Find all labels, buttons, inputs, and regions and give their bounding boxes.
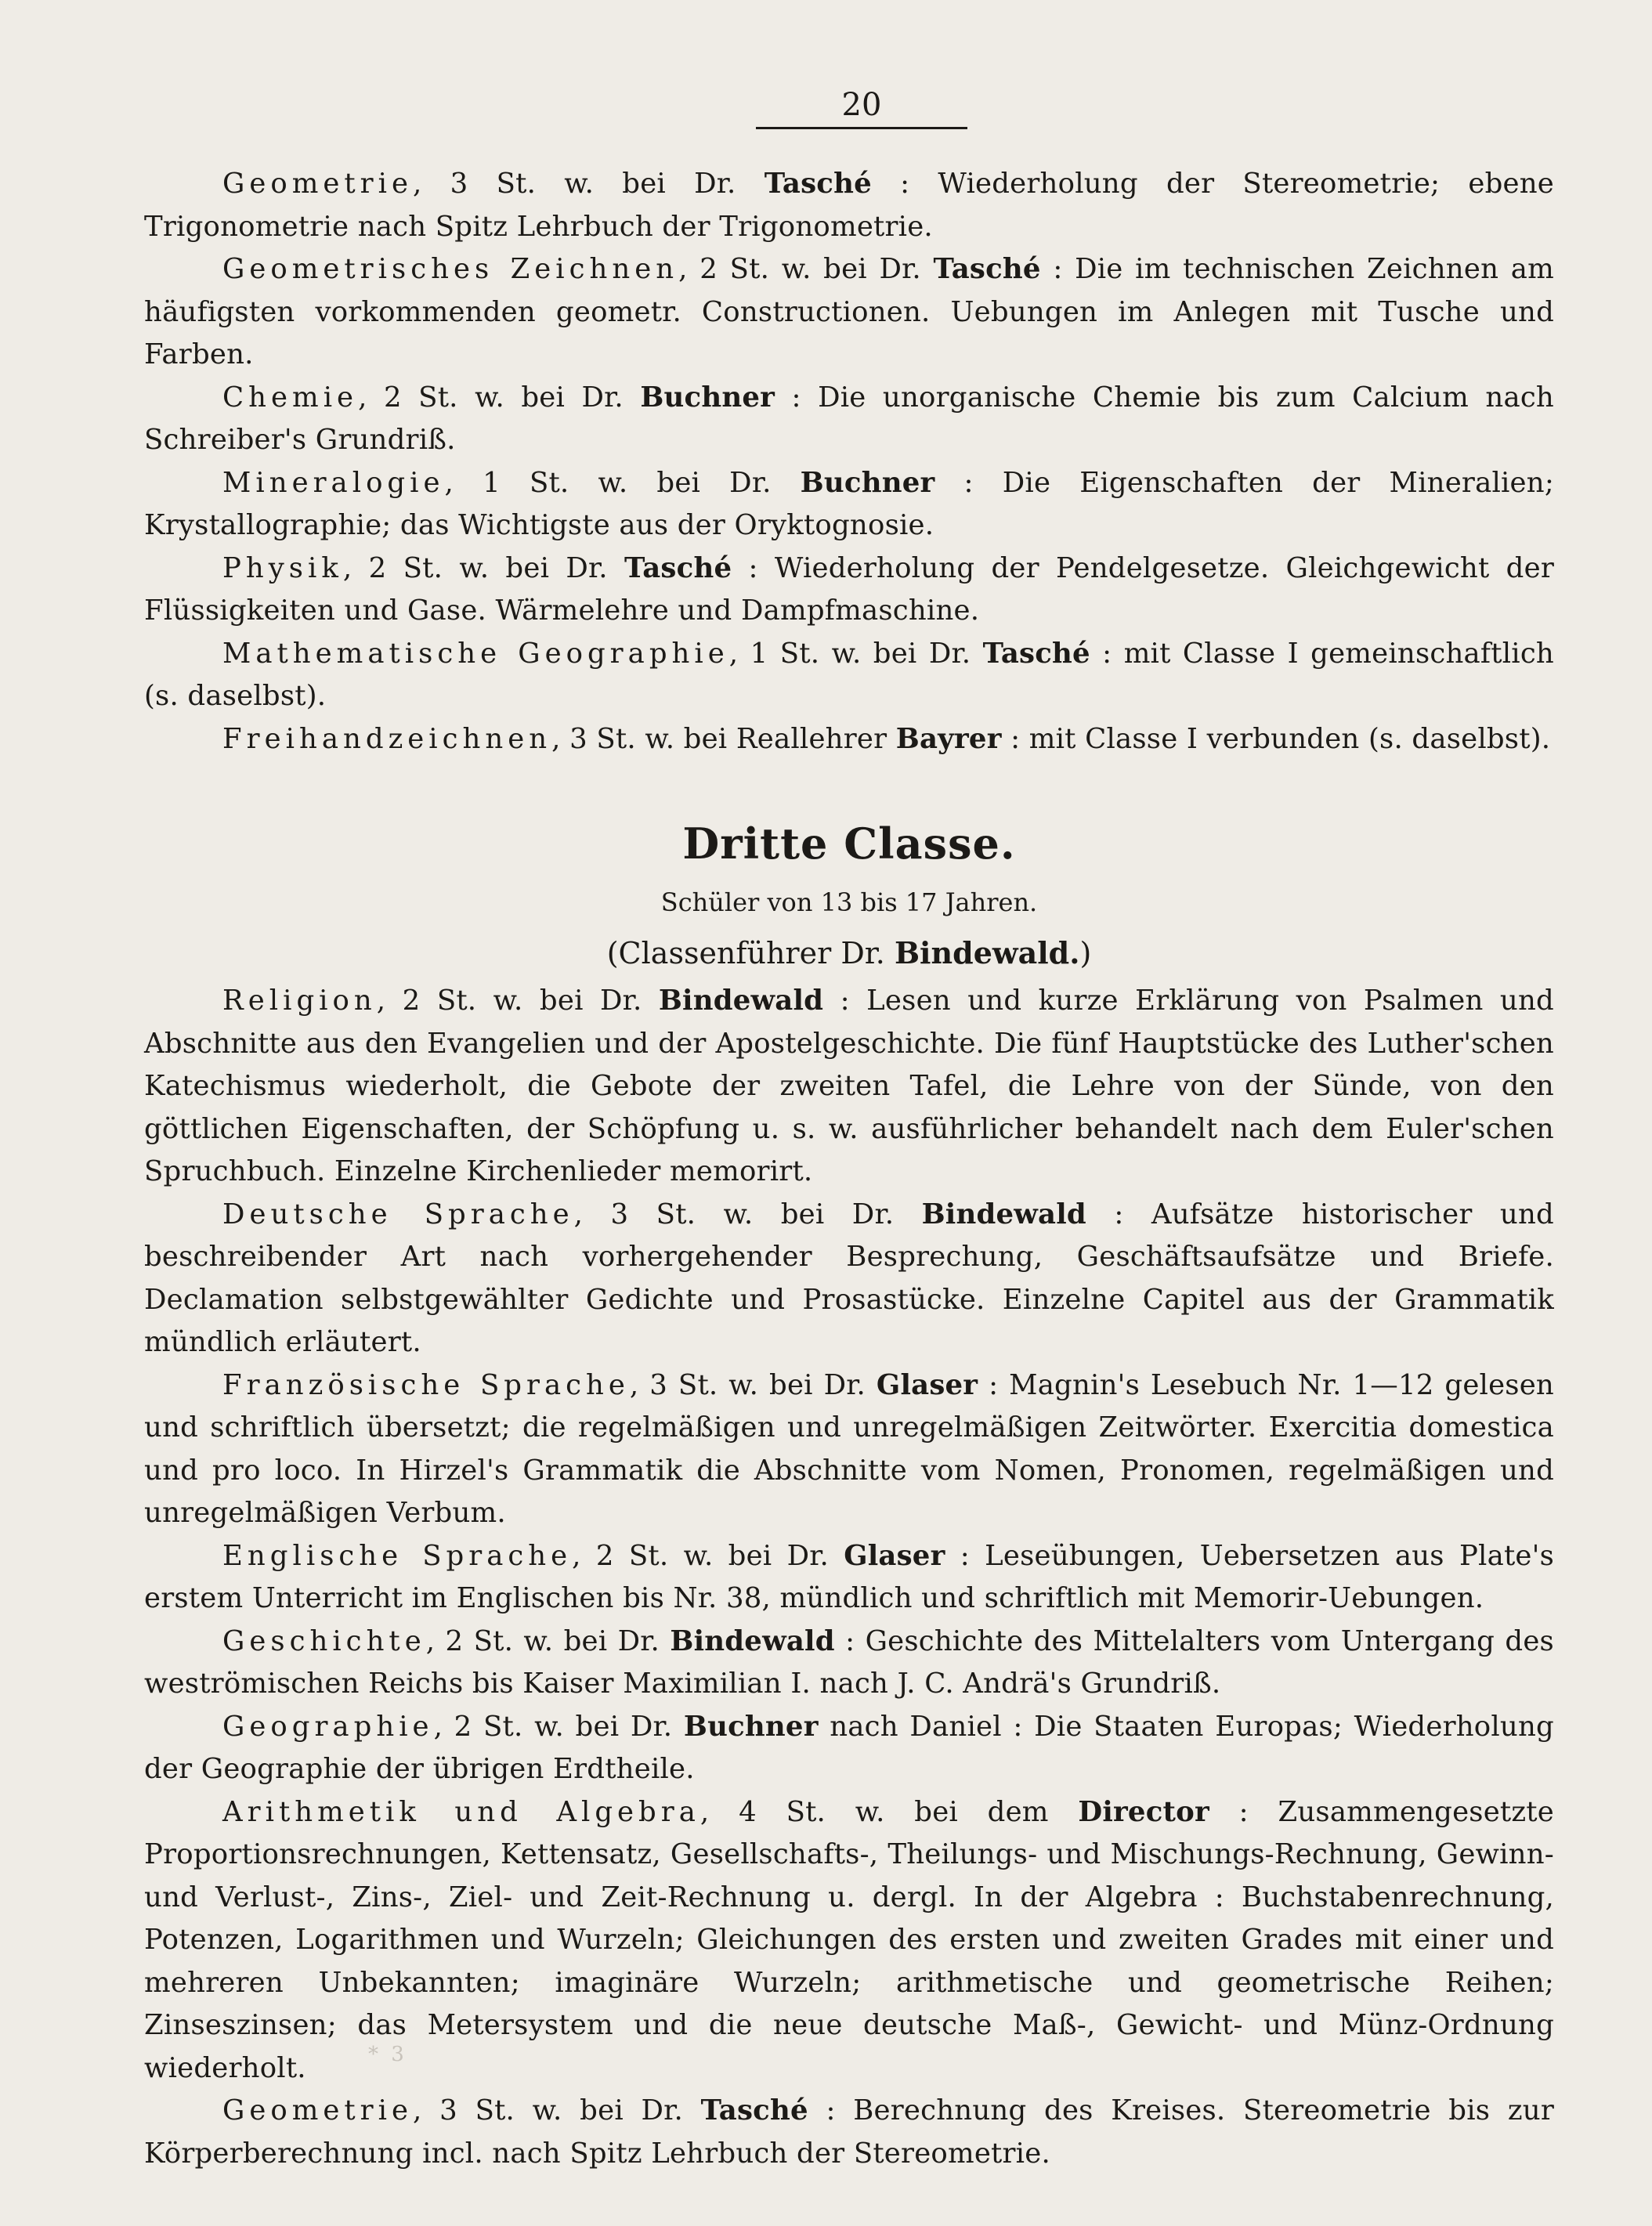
course-teacher: Tasché (764, 168, 872, 200)
course-description: : mit Classe I gemeinschaftlich (s. daselbst). (144, 637, 1554, 712)
course-entry (144, 462, 1554, 547)
course-description: : Lesen und kurze Erklärung von Psalmen und Abschnitte aus den Evangelien und der Apostelgeschichte. Die fünf Hauptstücke des Luther'schen Katechismus wiederholt, die Gebote der zweiten Tafel, die Lehre von der Sünde, von den göttlichen Eigenschaften, der Schöpfung u. s. w. ausführlicher behandelt nach dem Euler'schen Spruchbuch. Einzelne Kirchenlieder memorirt. (144, 985, 1554, 1187)
course-subject: Mathematische Geographie (222, 637, 729, 670)
course-teacher: Buchner (800, 466, 935, 499)
course-hours: , 3 St. w. bei Dr. (413, 2094, 701, 2127)
course-subject: Religion (222, 985, 377, 1017)
course-description: : Geschichte des Mittelalters vom Untergang des weströmischen Reichs bis Kaiser Maximilian I. nach J. C. Andrä's Grundriß. (144, 1624, 1554, 1700)
section-title: Dritte Classe. (682, 818, 1016, 869)
course-entry (144, 547, 1554, 633)
course-hours: , 1 St. w. bei Dr. (444, 466, 801, 499)
course-teacher: Tasché (933, 253, 1041, 285)
course-subject: Geometrie (222, 168, 414, 200)
course-description: : Die Eigenschaften der Mineralien; Krystallographie; das Wichtigste aus der Oryktognosie. (144, 466, 1554, 541)
course-entry (144, 1535, 1554, 1621)
course-entry (144, 718, 1554, 761)
course-entry (144, 1791, 1554, 2090)
page-number: 20 (841, 87, 882, 123)
course-hours: , 4 St. w. bei dem (699, 1795, 1079, 1828)
course-teacher: Bindewald (921, 1198, 1086, 1230)
course-description: : Die unorganische Chemie bis zum Calcium nach Schreiber's Grundriß. (144, 381, 1554, 456)
course-hours: , 2 St. w. bei Dr. (425, 1624, 671, 1657)
previous-class-entries (144, 163, 1554, 761)
course-teacher: Tasché (982, 637, 1090, 670)
course-description: : Wiederholung der Pendelgesetze. Gleichgewicht der Flüssigkeiten und Gase. Wärmelehre und Dampfmaschine. (144, 551, 1554, 627)
course-teacher: Director (1078, 1795, 1209, 1828)
header-rule (756, 127, 967, 129)
course-subject: Geometrie (222, 2094, 414, 2127)
course-teacher: Tasché (624, 551, 732, 584)
course-subject: Geschichte (222, 1624, 426, 1657)
course-hours: , 1 St. w. bei Dr. (728, 637, 983, 670)
course-subject: Englische Sprache (222, 1539, 573, 1572)
course-teacher: Bindewald (658, 985, 824, 1017)
signature-mark: * 3 (368, 2043, 407, 2066)
course-entry (144, 633, 1554, 718)
course-entry (144, 1621, 1554, 1706)
document-body (144, 163, 1554, 2175)
course-subject: Deutsche Sprache (222, 1198, 574, 1230)
course-hours: , 2 St. w. bei Dr. (572, 1539, 844, 1572)
class-leader (144, 931, 1554, 975)
course-description: : Berechnung des Kreises. Stereometrie bis zur Körperberechnung incl. nach Spitz Lehrbuch der Stereometrie. (144, 2094, 1554, 2170)
course-description: : Die im technischen Zeichnen am häufigsten vorkommenden geometr. Constructionen. Uebungen im Anlegen mit Tusche und Farben. (144, 253, 1554, 370)
class-leader-name: Bindewald. (894, 935, 1080, 970)
course-teacher: Tasché (700, 2094, 808, 2127)
section-age-range: Schüler von 13 bis 17 Jahren. (660, 887, 1038, 917)
course-teacher: Glaser (844, 1539, 945, 1572)
course-hours: , 2 St. w. bei Dr. (358, 381, 641, 414)
course-subject: Physik (222, 551, 343, 584)
course-subject: Freihandzeichnen (222, 722, 552, 755)
course-hours: , 3 St. w. bei Dr. (573, 1198, 922, 1230)
course-teacher: Bayrer (895, 722, 1002, 755)
course-entry (144, 980, 1554, 1194)
course-hours: , 2 St. w. bei Dr. (433, 1710, 684, 1743)
course-description: : mit Classe I verbunden (s. daselbst). (1001, 722, 1551, 755)
course-entry (144, 377, 1554, 462)
course-subject: Geographie (222, 1710, 434, 1743)
course-subject: Mineralogie (222, 466, 445, 499)
course-subject: Arithmetik und Algebra (222, 1795, 700, 1828)
course-description: : Aufsätze historischer und beschreibender Art nach vorhergehender Besprechung, Geschäftsaufsätze und Briefe. Declamation selbstgewählter Gedichte und Prosastücke. Einzelne Capitel aus der Grammatik mündlich erläutert. (144, 1198, 1554, 1358)
course-teacher: Bindewald (670, 1624, 835, 1657)
course-teacher: Buchner (683, 1710, 819, 1743)
class-leader-suffix: ) (1079, 936, 1092, 970)
course-entry (144, 248, 1554, 377)
course-description: : Magnin's Lesebuch Nr. 1—12 gelesen und schriftlich übersetzt; die regelmäßigen und unregelmäßigen Zeitwörter. Exercitia domestica und pro loco. In Hirzel's Grammatik die Abschnitte vom Nomen, Pronomen, regelmäßigen und unregelmäßigen Verbum. (144, 1368, 1554, 1529)
third-class-entries (144, 980, 1554, 2175)
course-hours: , 2 St. w. bei Dr. (342, 551, 625, 584)
course-entry (144, 2090, 1554, 2175)
course-hours: , 3 St. w. bei Dr. (629, 1368, 877, 1401)
course-teacher: Glaser (876, 1368, 978, 1401)
course-hours: , 3 St. w. bei Reallehrer (551, 722, 896, 755)
course-entry (144, 1194, 1554, 1364)
course-hours: , 2 St. w. bei Dr. (678, 253, 934, 285)
course-description: : Leseübungen, Uebersetzen aus Plate's erstem Unterricht im Englischen bis Nr. 38, mündlich und schriftlich mit Memorir-Uebungen. (144, 1539, 1554, 1614)
course-hours: , 3 St. w. bei Dr. (413, 168, 765, 200)
course-teacher: Buchner (640, 381, 775, 414)
course-subject: Französische Sprache (222, 1368, 630, 1401)
course-subject: Chemie (222, 381, 359, 414)
course-hours: , 2 St. w. bei Dr. (376, 985, 659, 1017)
course-description: : Wiederholung der Stereometrie; ebene Trigonometrie nach Spitz Lehrbuch der Trigonometrie. (144, 168, 1554, 243)
course-entry (144, 1706, 1554, 1791)
course-entry (144, 1364, 1554, 1535)
class-leader-prefix: (Classenführer Dr. (606, 936, 895, 970)
course-description: nach Daniel : Die Staaten Europas; Wiederholung der Geographie der übrigen Erdtheile. (144, 1710, 1554, 1785)
course-subject: Geometrisches Zeichnen (222, 253, 679, 285)
course-description: : Zusammengesetzte Proportionsrechnungen, Kettensatz, Gesellschafts-, Theilungs- und Mischungs-Rechnung, Gewinn- und Verlust-, Zins-, Ziel- und Zeit-Rechnung u. dergl. In der Algebra : Buchstabenrechnung, Potenzen, Logarithmen und Wurzeln; Gleichungen des ersten und zweiten Grades mit einer und mehreren Unbekannten; imaginäre Wurzeln; arithmetische und geometrische Reihen; Zinseszinsen; das Metersystem und die neue deutsche Maß-, Gewicht- und Münz-Ordnung wiederholt. (144, 1795, 1554, 2084)
course-entry (144, 163, 1554, 248)
